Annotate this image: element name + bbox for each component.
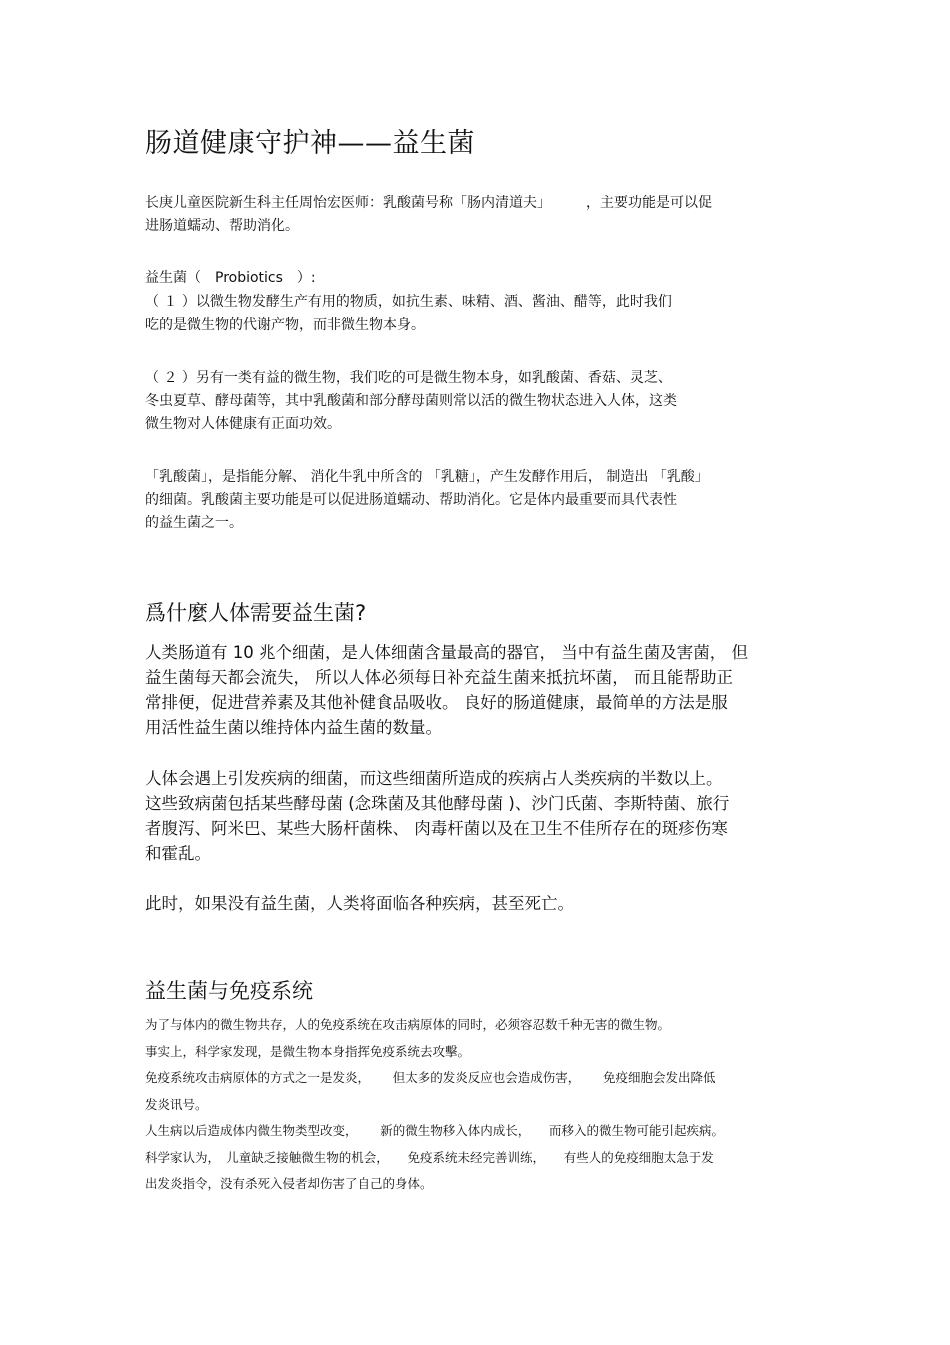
immune-paragraph: [145, 1012, 810, 1198]
text-line: 进肠道蠕动、帮助消化。: [145, 218, 299, 234]
text-line: 「乳酸菌」，是指能分解、 消化牛乳中所含的 「乳糖」，产生发酵作用后， 制造出 「乳酸」: [145, 469, 709, 485]
section-heading-why: 爲什麼人体需要益生菌?: [145, 601, 367, 625]
probiotics-paragraph-1: [145, 291, 810, 337]
text-line: 用活性益生菌以维持体内益生菌的数量。: [145, 718, 442, 737]
probiotics-paragraph-3: [145, 466, 810, 535]
page-title: 肠道健康守护神——益生菌: [145, 128, 475, 159]
probiotics-paragraph-2: [145, 367, 810, 436]
text-line: 人生病以后造成体内微生物类型改变， 新的微生物移入体内成长， 而移入的微生物可能引起疾病。: [145, 1123, 724, 1138]
text-line: 的益生菌之一。: [145, 515, 243, 531]
text-line: 此时，如果没有益生菌，人类将面临各种疾病，甚至死亡。: [145, 894, 574, 913]
text-line: （ ２ ）另有一类有益的微生物，我们吃的可是微生物本身，如乳酸菌、香菇、灵芝、: [145, 370, 672, 386]
text-line: 者腹泻、阿米巴、某些大肠杆菌株、 肉毒杆菌以及在卫生不佳所存在的斑疹伤寒: [145, 819, 728, 838]
text-line: 科学家认为， 儿童缺乏接触微生物的机会， 免疫系统未经完善训练， 有些人的免疫细胞太急于发: [145, 1149, 714, 1165]
text-line: 免疫系统攻击病原体的方式之一是发炎， 但太多的发炎反应也会造成伤害， 免疫细胞会发出降低: [145, 1070, 716, 1085]
text-line: 长庚儿童医院新生科主任周怡宏医师：乳酸菌号称「肠内清道夫」 ，主要功能是可以促: [145, 195, 712, 211]
text-line: 这些致病菌包括某些酵母菌 (念珠菌及其他酵母菌 )、沙门氏菌、李斯特菌、旅行: [145, 794, 730, 813]
text-line: 的细菌。乳酸菌主要功能是可以促进肠道蠕动、帮助消化。它是体内最重要而具代表性: [145, 492, 677, 508]
text-line: 事实上，科学家发现，是微生物本身指挥免疫系统去攻擊。: [145, 1043, 471, 1059]
probiotics-heading: 益生菌（ Probiotics ）:: [145, 270, 316, 286]
text-line: 人体会遇上引发疾病的细菌，而这些细菌所造成的疾病占人类疾病的半数以上。: [145, 769, 723, 788]
text-line: （ １ ）以微生物发酵生产有用的物质，如抗生素、味精、酒、酱油、醋等，此时我们: [145, 294, 672, 310]
text-line: 人类肠道有 10 兆个细菌，是人体细菌含量最高的器官， 当中有益生菌及害菌， 但: [145, 643, 748, 662]
text-line: 和霍乱。: [145, 844, 211, 863]
why-paragraph-3: [145, 891, 810, 916]
text-line: 微生物对人体健康有正面功效。: [145, 416, 341, 432]
text-line: 吃的是微生物的代谢产物，而非微生物本身。: [145, 317, 425, 333]
text-line: 出发炎指令，没有杀死入侵者却伤害了自己的身体。: [145, 1176, 433, 1191]
why-paragraph-2: [145, 766, 810, 866]
text-line: 益生菌每天都会流失， 所以人体必须每日补充益生菌来抵抗坏菌， 而且能帮助正: [145, 668, 733, 687]
text-line: 冬虫夏草、酵母菌等，其中乳酸菌和部分酵母菌则常以活的微生物状态进入人体，这类: [145, 393, 677, 409]
text-line: 常排便，促进营养素及其他补健食品吸收。 良好的肠道健康，最简单的方法是服: [145, 693, 728, 712]
section-heading-immune: 益生菌与免疫系统: [145, 979, 313, 1003]
text-line: 为了与体内的微生物共存，人的免疫系统在攻击病原体的同时，必须容忍数千种无害的微生物。: [145, 1017, 671, 1032]
why-paragraph-1: [145, 640, 810, 740]
text-line: 发炎讯号。: [145, 1096, 208, 1112]
intro-paragraph: [145, 192, 810, 238]
